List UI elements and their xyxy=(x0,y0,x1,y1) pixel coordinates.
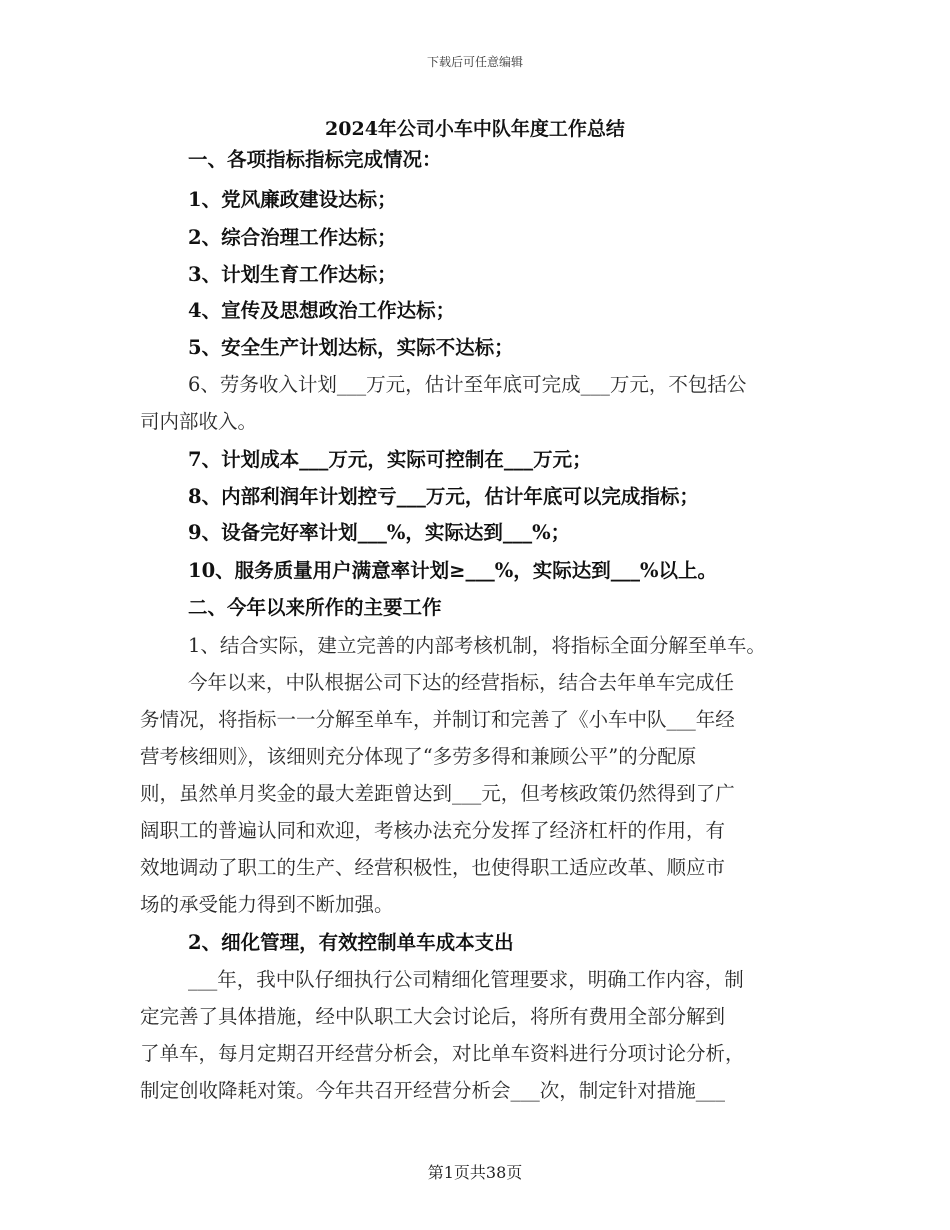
paragraph-line: 定完善了具体措施，经中队职工大会讨论后，将所有费用全部分解到 xyxy=(140,1005,726,1028)
indicator-item: 1、党风廉政建设达标； xyxy=(188,188,397,211)
paragraph-line: 营考核细则》，该细则充分体现了“多劳多得和兼顾公平”的分配原 xyxy=(140,745,697,768)
indicator-item: 10、服务质量用户满意率计划≥___%，实际达到___%以上。 xyxy=(188,559,718,582)
indicator-item: 7、计划成本___万元，实际可控制在___万元； xyxy=(188,448,592,471)
indicator-item: 6、劳务收入计划___万元，估计至年底可完成___万元，不包括公 xyxy=(188,373,747,396)
indicator-item: 3、计划生育工作达标； xyxy=(188,263,397,286)
paragraph-line: ___年，我中队仔细执行公司精细化管理要求，明确工作内容，制 xyxy=(188,968,744,991)
section-heading: 2、细化管理，有效控制单车成本支出 xyxy=(188,931,514,954)
paragraph-line: 阔职工的普遍认同和欢迎，考核办法充分发挥了经济杠杆的作用，有 xyxy=(140,819,726,842)
indicator-item: 4、宣传及思想政治工作达标； xyxy=(188,299,456,322)
paragraph-line: 务情况，将指标一一分解至单车，并制订和完善了《小车中队___年经 xyxy=(140,708,735,731)
paragraph-line: 司内部收入。 xyxy=(140,410,258,433)
section-heading: 一、各项指标指标完成情况： xyxy=(188,148,442,171)
paragraph-line: 1、结合实际，建立完善的内部考核机制，将指标全面分解至单车。 xyxy=(188,634,766,657)
indicator-item: 9、设备完好率计划___%，实际达到___%； xyxy=(188,521,571,544)
paragraph-line: 场的承受能力得到不断加强。 xyxy=(140,893,394,916)
paragraph-line: 则，虽然单月奖金的最大差距曾达到___元，但考核政策仍然得到了广 xyxy=(140,782,735,805)
paragraph-line: 效地调动了职工的生产、经营积极性，也使得职工适应改革、顺应市 xyxy=(140,856,726,879)
indicator-item: 5、安全生产计划达标，实际不达标； xyxy=(188,336,514,359)
download-note: 下载后可任意编辑 xyxy=(426,55,523,69)
paragraph-line: 今年以来，中队根据公司下达的经营指标，结合去年单车完成任 xyxy=(188,671,735,694)
paragraph-line: 制定创收降耗对策。今年共召开经营分析会___次，制定针对措施___ xyxy=(140,1079,726,1102)
document-title: 2024年公司小车中队年度工作总结 xyxy=(325,118,625,140)
paragraph-line: 了单车，每月定期召开经营分析会，对比单车资料进行分项讨论分析， xyxy=(140,1042,745,1065)
section-heading: 二、今年以来所作的主要工作 xyxy=(188,596,442,619)
indicator-item: 2、综合治理工作达标； xyxy=(188,226,397,249)
page-number: 第1页共38页 xyxy=(427,1163,523,1182)
indicator-item: 8、内部利润年计划控亏___万元，估计年底可以完成指标； xyxy=(188,485,699,508)
